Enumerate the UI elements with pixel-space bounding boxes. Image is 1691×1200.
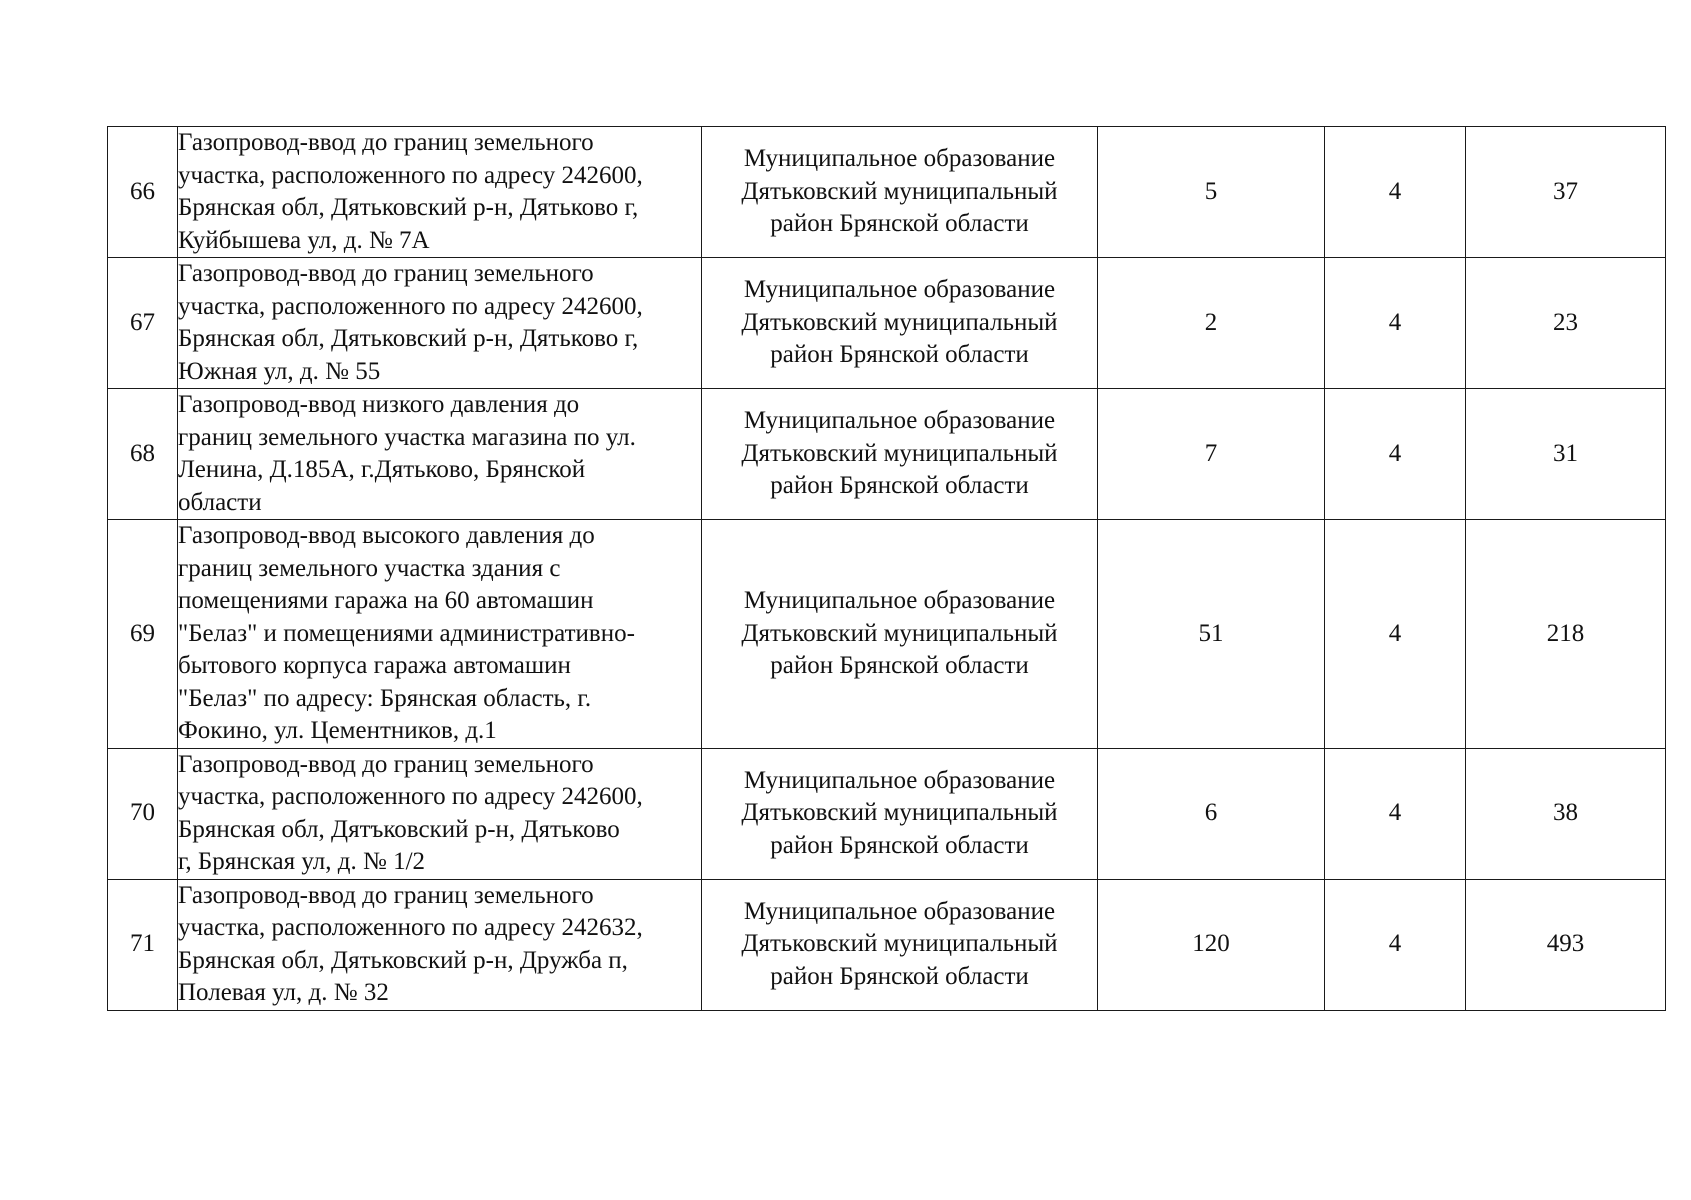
owner-line: район Брянской области [770, 962, 1029, 990]
owner-cell [702, 748, 1098, 879]
value-cell-2: 4 [1325, 748, 1466, 879]
owner-cell [702, 258, 1098, 389]
value-cell-2: 4 [1325, 127, 1466, 258]
owner-cell [702, 879, 1098, 1010]
object-name-cell [178, 879, 702, 1010]
object-name-line: границ земельного участка здания с [178, 554, 561, 582]
object-name-line: помещениями гаража на 60 автомашин [178, 587, 594, 614]
object-name-line: Южная ул, д. № 55 [178, 357, 381, 385]
object-name-line: участка, расположенного по адресу 242632, [178, 914, 643, 941]
owner-line: Муниципальное образование [743, 766, 1056, 794]
value-cell-1: 2 [1098, 258, 1325, 389]
table-row [108, 879, 1666, 1010]
object-name-line: Брянская обл, Дятьковский р-н, Дружба п, [178, 946, 628, 974]
table-row [108, 127, 1666, 258]
gas-pipeline-table [107, 126, 1666, 1011]
row-number-cell: 67 [108, 258, 178, 389]
owner-line: район Брянской области [770, 652, 1029, 679]
object-name-line: участка, расположенного по адресу 242600, [178, 161, 643, 189]
owner-line: Муниципальное образование [743, 276, 1056, 304]
object-name-line: Газопровод-ввод до границ земельного [178, 881, 594, 909]
object-name-line: Полевая ул, д. № 32 [178, 979, 389, 1006]
value-cell-2: 4 [1325, 389, 1466, 520]
owner-line: Муниципальное образование [743, 897, 1056, 925]
owner-line: Дятьковский муниципальный [741, 930, 1058, 958]
owner-line: Дятьковский муниципальный [741, 308, 1058, 336]
object-name-line: области [178, 488, 262, 516]
table-row [108, 520, 1666, 749]
value-cell-1: 6 [1098, 748, 1325, 879]
object-name-line: Брянская обл, Дятьковский р-н, Дятьково г, [178, 194, 639, 221]
owner-line: район Брянской области [770, 210, 1029, 238]
owner-line: Муниципальное образование [743, 145, 1056, 173]
object-name-line: Брянская обл, Дятьковский р-н, Дятьково г, [178, 325, 639, 352]
value-cell-2: 4 [1325, 879, 1466, 1010]
value-cell-3: 38 [1466, 748, 1666, 879]
object-name-line: участка, расположенного по адресу 242600, [178, 292, 643, 320]
document-page [107, 126, 1666, 1011]
table-row [108, 748, 1666, 879]
owner-line: район Брянской области [770, 831, 1029, 859]
value-cell-3: 23 [1466, 258, 1666, 389]
value-cell-2: 4 [1325, 258, 1466, 389]
table-row [108, 389, 1666, 520]
object-name-line: участка, расположенного по адресу 242600, [178, 783, 643, 810]
object-name-cell [178, 389, 702, 520]
object-name-line: бытового корпуса гаража автомашин [178, 652, 571, 679]
value-cell-1: 51 [1098, 520, 1325, 749]
object-name-line: г, Брянская ул, д. № 1/2 [178, 848, 426, 875]
owner-line: Дятьковский муниципальный [741, 177, 1058, 205]
value-cell-3: 37 [1466, 127, 1666, 258]
value-cell-3: 218 [1466, 520, 1666, 749]
value-cell-3: 493 [1466, 879, 1666, 1010]
value-cell-2: 4 [1325, 520, 1466, 749]
object-name-line: Брянская обл, Дятъковский р-н, Дятьково [178, 815, 620, 843]
owner-cell [702, 127, 1098, 258]
object-name-line: Ленина, Д.185А, г.Дятьково, Брянской [178, 456, 586, 483]
row-number-cell: 68 [108, 389, 178, 520]
object-name-line: границ земельного участка магазина по ул. [178, 423, 636, 451]
object-name-line: Куйбышева ул, д. № 7А [178, 226, 430, 254]
object-name-cell [178, 748, 702, 879]
owner-line: район Брянской области [770, 341, 1029, 369]
row-number-cell: 69 [108, 520, 178, 749]
object-name-line: Газопровод-ввод высокого давления до [178, 522, 595, 549]
owner-line: Муниципальное образование [743, 587, 1056, 614]
object-name-cell [178, 520, 702, 749]
row-number-cell: 70 [108, 748, 178, 879]
table-row [108, 258, 1666, 389]
object-name-line: Газопровод-ввод до границ земельного [178, 129, 594, 156]
object-name-line: "Белаз" по адресу: Брянская область, г. [178, 684, 592, 712]
owner-line: Дятьковский муниципальный [741, 619, 1058, 647]
row-number-cell: 66 [108, 127, 178, 258]
object-name-line: Газопровод-ввод низкого давления до [178, 391, 580, 418]
owner-line: район Брянской области [770, 472, 1029, 500]
value-cell-1: 5 [1098, 127, 1325, 258]
value-cell-3: 31 [1466, 389, 1666, 520]
owner-line: Дятьковский муниципальный [741, 439, 1058, 467]
object-name-cell [178, 258, 702, 389]
object-name-cell [178, 127, 702, 258]
owner-cell [702, 389, 1098, 520]
value-cell-1: 7 [1098, 389, 1325, 520]
row-number-cell: 71 [108, 879, 178, 1010]
owner-cell [702, 520, 1098, 749]
table-body [108, 127, 1666, 1011]
object-name-line: Газопровод-ввод до границ земельного [178, 750, 594, 778]
owner-line: Дятьковский муниципальный [741, 799, 1058, 827]
object-name-line: "Белаз" и помещениями административно- [178, 619, 635, 647]
object-name-line: Газопровод-ввод до границ земельного [178, 260, 594, 287]
object-name-line: Фокино, ул. Цементников, д.1 [178, 717, 497, 744]
value-cell-1: 120 [1098, 879, 1325, 1010]
owner-line: Муниципальное образование [743, 407, 1056, 435]
